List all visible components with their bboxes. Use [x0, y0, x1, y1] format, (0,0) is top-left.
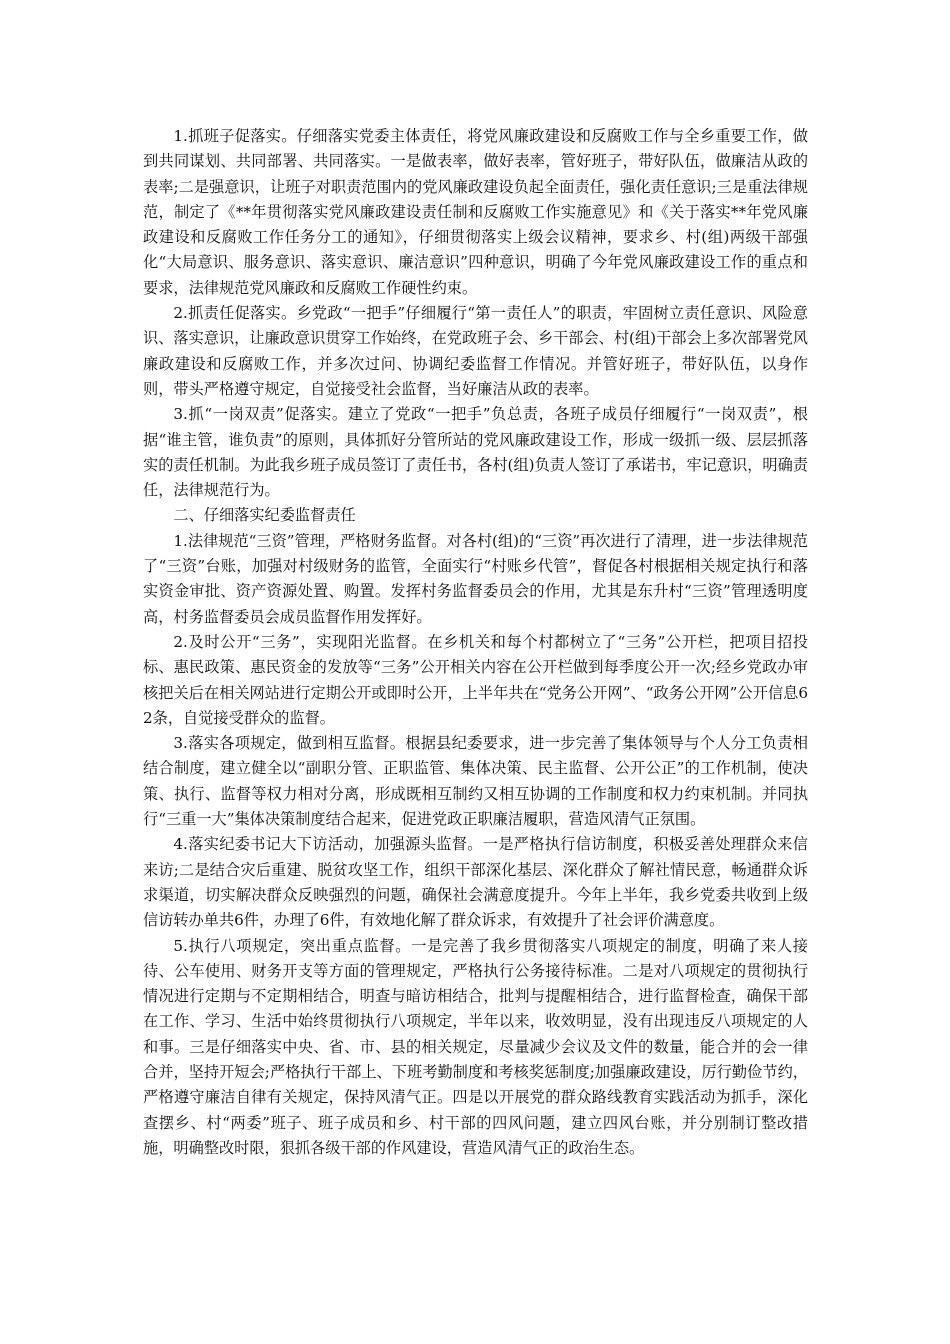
section-heading-2: 二、仔细落实纪委监督责任: [173, 506, 356, 525]
paragraph-2-3: 3.落实各项规定，做到相互监督。根据县纪委要求，进一步完善了集体领导与个人分工负责相结合制度，建立健全以“副职分管、正职监管、集体决策、民主监督、公开公正”的工作机制，使决策、执行、监督等权力相对分离，形成既相互制约又相互协调的工作制度和权力约束机制。并同执行“三重一大”集体决策制度结合起来，促进党政正职廉洁履职，营造风清气正氛围。: [143, 734, 808, 829]
paragraph-2-4: 4.落实纪委书记大下访活动，加强源头监督。一是严格执行信访制度，积极妥善处理群众来信来访;二是结合灾后重建、脱贫攻坚工作，组织干部深化基层、深化群众了解社情民意，畅通群众诉求渠道，切实解决群众反映强烈的问题，确保社会满意度提升。今年上半年，我乡党委共收到上级信访转办单共6件，办理了6件，有效地化解了群众诉求，有效提升了社会评价满意度。: [143, 835, 808, 930]
paragraph-2-2: 2.及时公开“三务”，实现阳光监督。在乡机关和每个村都树立了“三务”公开栏，把项目招投标、惠民政策、惠民资金的发放等“三务”公开相关内容在公开栏做到每季度公开一次;经乡党政办审核把关后在相关网站进行定期公开或即时公开，上半年共在“党务公开网”、“政务公开网”公开信息62条，自觉接受群众的监督。: [143, 632, 808, 727]
paragraph-1-2: 2.抓责任促落实。乡党政“一把手”仔细履行“第一责任人”的职责，牢固树立责任意识、风险意识、落实意识，让廉政意识贯穿工作始终，在党政班子会、乡干部会、村(组)干部会上多次部署党风廉政建设和反腐败工作，并多次过问、协调纪委监督工作情况。并管好班子，带好队伍，以身作则，带头严格遵守规定，自觉接受社会监督，当好廉洁从政的表率。: [143, 304, 808, 398]
document-page: [143, 124, 808, 1161]
paragraph-2-1: 1.法律规范“三资”管理，严格财务监督。对各村(组)的“三资”再次进行了清理，进一步法律规范了“三资”台账，加强对村级财务的监管，全面实行“村账乡代管”，督促各村根据相关规定执行和落实资金审批、资产资源处置、购置。发挥村务监督委员会的作用，尤其是东升村“三资”管理透明度高，村务监督委员会成员监督作用发挥好。: [143, 531, 808, 626]
paragraph-1-1: 1.抓班子促落实。仔细落实党委主体责任，将党风廉政建设和反腐败工作与全乡重要工作，做到共同谋划、共同部署、共同落实。一是做表率，做好表率，管好班子，带好队伍，做廉洁从政的表率;二是强意识，让班子对职责范围内的党风廉政建设负起全面责任，强化责任意识;三是重法律规范，制定了《**年贯彻落实党风廉政建设责任制和反腐败工作实施意见》和《关于落实**年党风廉政建设和反腐败工作任务分工的通知》，仔细贯彻落实上级会议精神，要求乡、村(组)两级干部强化“大局意识、服务意识、落实意识、廉洁意识”四种意识，明确了今年党风廉政建设工作的重点和要求，法律规范党风廉政和反腐败工作硬性约束。: [143, 127, 808, 297]
paragraph-2-5: 5.执行八项规定，突出重点监督。一是完善了我乡贯彻落实八项规定的制度，明确了来人接待、公车使用、财务开支等方面的管理规定，严格执行公务接待标准。二是对八项规定的贯彻执行情况进行定期与不定期相结合，明查与暗访相结合，批判与提醒相结合，进行监督检查，确保干部在工作、学习、生活中始终贯彻执行八项规定，半年以来，收效明显，没有出现违反八项规定的人和事。三是仔细落实中央、省、市、县的相关规定，尽量减少会议及文件的数量，能合并的会一律合并，坚持开短会;严格执行干部上、下班考勤制度和考核奖惩制度;加强廉政建设，厉行勤俭节约，严格遵守廉洁自律有关规定，保持风清气正。四是以开展党的群众路线教育实践活动为抓手，深化查摆乡、村“两委”班子、班子成员和乡、村干部的四风问题，建立四风台账，并分别制订整改措施，明确整改时限，狠抓各级干部的作风建设，营造风清气正的政治生态。: [143, 936, 808, 1157]
paragraph-1-3: 3.抓“一岗双责”促落实。建立了党政“一把手”负总责，各班子成员仔细履行“一岗双责”，根据“谁主管，谁负责”的原则，具体抓好分管所站的党风廉政建设工作，形成一级抓一级、层层抓落实的责任机制。为此我乡班子成员签订了责任书，各村(组)负责人签订了承诺书，牢记意识，明确责任，法律规范行为。: [143, 405, 808, 500]
